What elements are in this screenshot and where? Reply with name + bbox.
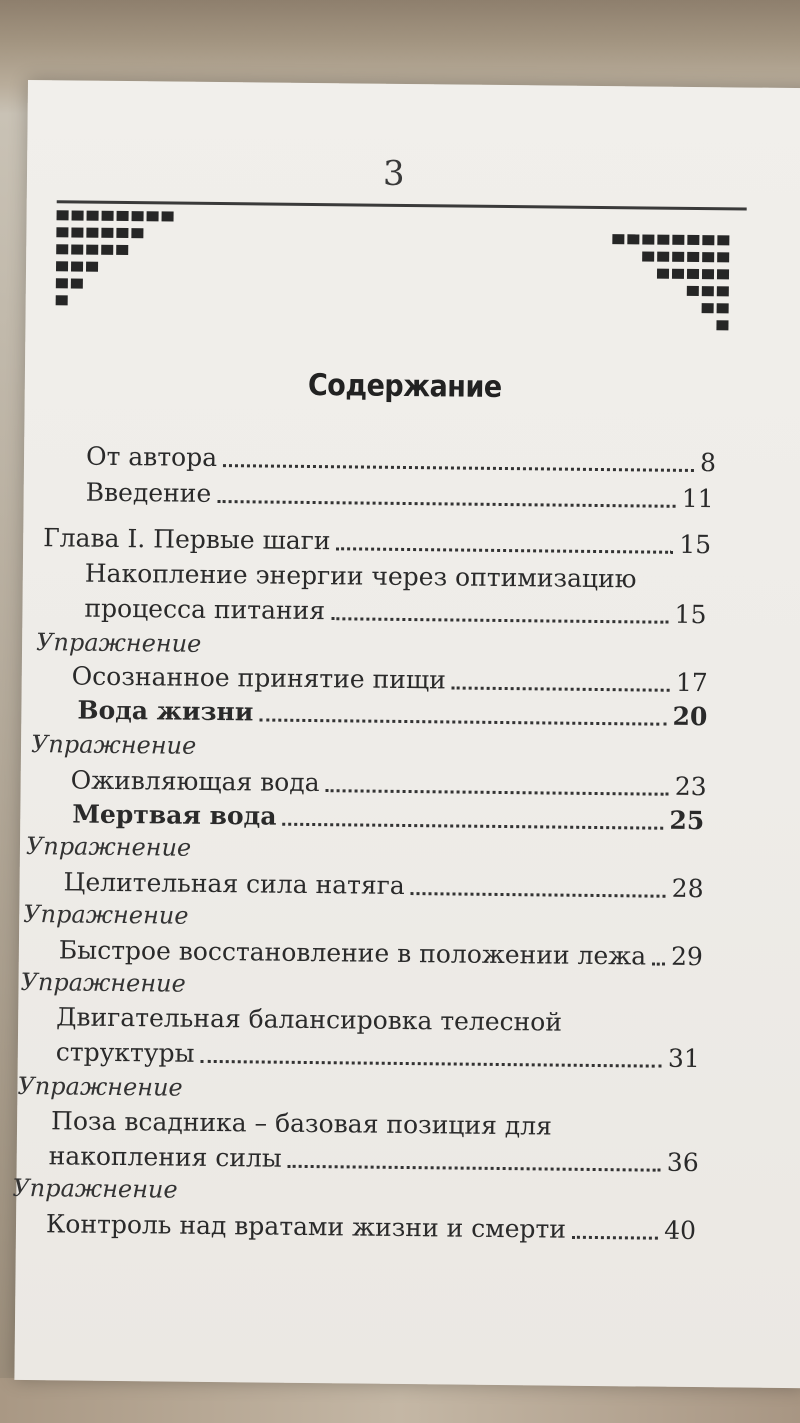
toc-page: 31	[667, 1043, 700, 1074]
dot-leader	[223, 464, 694, 472]
dot-leader	[652, 963, 665, 966]
toc-entry-intro[interactable]	[86, 477, 714, 516]
toc-label: Быстрое восстановление в положении лежа	[58, 935, 647, 971]
dot-leader	[331, 617, 669, 624]
toc-page: 23	[674, 771, 707, 802]
dot-leader	[217, 500, 676, 508]
dot-leader	[326, 789, 669, 796]
toc-label: Осознанное принятие пищи	[71, 661, 447, 695]
dot-leader	[411, 892, 666, 898]
toc-label: Контроль над вратами жизни и смерти	[45, 1209, 567, 1244]
dot-leader	[288, 1165, 661, 1172]
toc-entry-recovery[interactable]	[59, 934, 703, 973]
dot-leader	[200, 1060, 662, 1068]
exercise-label: Упражнение	[20, 967, 186, 998]
toc-label: Целительная сила натяга	[63, 867, 405, 900]
page-number: 3	[382, 153, 405, 194]
page-title: Содержание	[307, 367, 502, 405]
exercise-label: Упражнение	[23, 899, 189, 930]
dot-leader	[282, 823, 663, 830]
exercise-label: Упражнение	[30, 730, 197, 760]
toc-entry-water-life[interactable]	[77, 695, 707, 734]
toc-entry-rider-line1: Поза всадника – базовая позиция для	[50, 1106, 553, 1141]
exercise-label: Упражнение	[17, 1071, 183, 1102]
toc-label: структуры	[55, 1037, 195, 1068]
toc-label: Глава I. Первые шаги	[43, 523, 331, 556]
toc-entry-gates[interactable]	[46, 1208, 696, 1247]
toc-page: 17	[675, 667, 708, 698]
toc-page: 8	[699, 448, 717, 478]
toc-page: 20	[672, 701, 708, 732]
toc-page: 29	[670, 941, 704, 972]
toc-page: 15	[674, 599, 707, 630]
toc-label: Мертвая вода	[72, 799, 277, 831]
book-page	[14, 80, 800, 1388]
exercise-label: Упражнение	[25, 832, 192, 862]
toc-entry-tension[interactable]	[63, 866, 703, 905]
toc-page: 28	[671, 873, 704, 904]
toc-entry-chapter1[interactable]	[43, 522, 711, 561]
toc-entry-balance-line1: Двигательная балансировка телесной	[56, 1002, 563, 1037]
toc-entry-food[interactable]	[72, 660, 708, 699]
toc-page: 36	[666, 1147, 699, 1178]
toc-entry-rider[interactable]	[49, 1140, 699, 1179]
toc-page: 40	[664, 1215, 697, 1246]
dot-leader	[259, 718, 666, 725]
dot-leader	[572, 1236, 658, 1240]
dot-leader	[336, 547, 673, 554]
toc-entry-energy[interactable]	[84, 593, 706, 632]
exercise-label: Упражнение	[35, 628, 202, 658]
header-rule	[57, 200, 747, 210]
toc-entry-dead-water[interactable]	[72, 799, 704, 838]
toc-page: 15	[679, 529, 712, 560]
toc-label: Введение	[85, 477, 212, 508]
toc-page: 11	[681, 483, 714, 514]
toc-label: процесса питания	[84, 593, 326, 626]
toc-label: Оживляющая вода	[70, 765, 320, 798]
toc-label: От автора	[85, 441, 218, 473]
dot-leader	[452, 686, 670, 691]
toc-label: накопления силы	[48, 1141, 282, 1173]
toc-entry-balance[interactable]	[56, 1036, 700, 1075]
toc-label: Вода жизни	[77, 695, 254, 727]
exercise-label: Упражнение	[12, 1173, 178, 1204]
toc-entry-energy-line1: Накопление энергии через оптимизацию	[84, 558, 637, 594]
toc-page: 25	[669, 805, 705, 836]
toc-entry-living-water[interactable]	[70, 764, 706, 803]
toc-entry-author[interactable]	[86, 441, 716, 480]
